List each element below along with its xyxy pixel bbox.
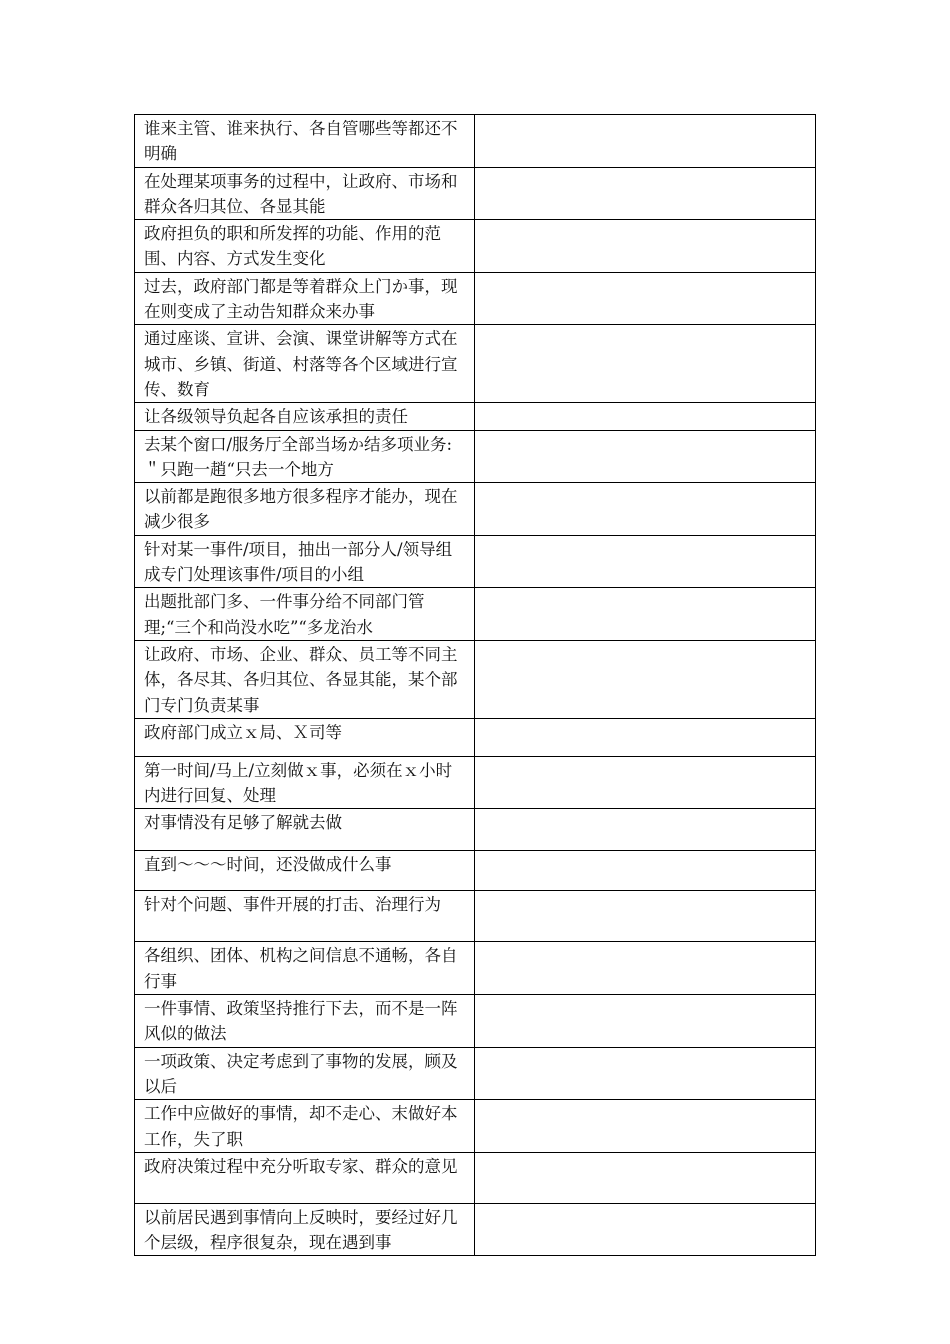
table-row: [135, 995, 816, 1048]
description-cell: 过去，政府部门都是等着群众上门か事，现在则变成了主动告知群众来办事: [135, 272, 475, 325]
table-row: [135, 325, 816, 403]
table-row: [135, 809, 816, 851]
answer-cell: [475, 1203, 816, 1256]
table-row: [135, 403, 816, 430]
table-row: [135, 588, 816, 641]
description-cell: 政府担负的职和所发挥的功能、作用的范围、内容、方式发生变化: [135, 220, 475, 273]
table-row: [135, 167, 816, 220]
description-cell: 谁来主管、谁来执行、各自管哪些等都还不明确: [135, 115, 475, 168]
answer-cell: [475, 535, 816, 588]
description-cell: 一项政策、决定考虑到了事物的发展，顾及以后: [135, 1047, 475, 1100]
table-row: [135, 756, 816, 809]
answer-cell: [475, 430, 816, 483]
table-row: [135, 115, 816, 168]
table-row: [135, 1100, 816, 1153]
table-row: [135, 640, 816, 718]
phrase-table: [134, 114, 816, 1256]
description-cell: 以前居民遇到事情向上反映时，要经过好几个层级，程序很复杂，现在遇到事: [135, 1203, 475, 1256]
description-cell: 工作中应做好的事情，却不走心、末做好本工作，失了职: [135, 1100, 475, 1153]
answer-cell: [475, 995, 816, 1048]
description-cell: 去某个窗口/服务厅全部当场か结多项业务:＂只跑一趙“只去一个地方: [135, 430, 475, 483]
answer-cell: [475, 942, 816, 995]
answer-cell: [475, 891, 816, 942]
description-cell: 出题批部门多、一件事分给不同部门管理;“三个和尚没水吃”“多龙治水: [135, 588, 475, 641]
table-row: [135, 483, 816, 536]
table-row: [135, 430, 816, 483]
answer-cell: [475, 1100, 816, 1153]
description-cell: 通过座谈、宣讲、会演、课堂讲解等方式在城市、乡镇、街道、村落等各个区域进行宣传、数育: [135, 325, 475, 403]
table-row: [135, 851, 816, 891]
answer-cell: [475, 272, 816, 325]
table-row: [135, 891, 816, 942]
description-cell: 在处理某项事务的过程中，让政府、市场和群众各归其位、各显其能: [135, 167, 475, 220]
table-row: [135, 272, 816, 325]
description-cell: 政府决策过程中充分听取专家、群众的意见: [135, 1152, 475, 1203]
table-row: [135, 1203, 816, 1256]
answer-cell: [475, 756, 816, 809]
answer-cell: [475, 403, 816, 430]
description-cell: 政府部门成立ｘ局、Ｘ司等: [135, 718, 475, 756]
description-cell: 各组织、团体、机构之间信息不通畅，各自行事: [135, 942, 475, 995]
answer-cell: [475, 115, 816, 168]
answer-cell: [475, 640, 816, 718]
answer-cell: [475, 588, 816, 641]
table-row: [135, 718, 816, 756]
description-cell: 让政府、市场、企业、群众、员工等不同主体，各尽其、各归其位、各显其能，某个部门专门负责某事: [135, 640, 475, 718]
description-cell: 第一时间/马上/立刻做ｘ事，必须在ｘ小时内进行回复、处理: [135, 756, 475, 809]
answer-cell: [475, 220, 816, 273]
answer-cell: [475, 718, 816, 756]
answer-cell: [475, 1152, 816, 1203]
description-cell: 直到～～～时间，还没做成什么事: [135, 851, 475, 891]
table-row: [135, 1152, 816, 1203]
table-row: [135, 220, 816, 273]
description-cell: 针对个问题、事件开展的打击、治理行为: [135, 891, 475, 942]
description-cell: 一件事情、政策坚持推行下去，而不是一阵风似的做法: [135, 995, 475, 1048]
answer-cell: [475, 809, 816, 851]
answer-cell: [475, 1047, 816, 1100]
table-row: [135, 942, 816, 995]
answer-cell: [475, 325, 816, 403]
description-cell: 针对某一事件/项目，抽出一部分人/领导组成专门处理该事件/项目的小组: [135, 535, 475, 588]
description-cell: 以前都是跑很多地方很多程序才能办，现在减少很多: [135, 483, 475, 536]
answer-cell: [475, 167, 816, 220]
answer-cell: [475, 483, 816, 536]
answer-cell: [475, 851, 816, 891]
description-cell: 让各级领导负起各自应该承担的责任: [135, 403, 475, 430]
table-row: [135, 535, 816, 588]
description-cell: 对事情没有足够了解就去做: [135, 809, 475, 851]
table-row: [135, 1047, 816, 1100]
